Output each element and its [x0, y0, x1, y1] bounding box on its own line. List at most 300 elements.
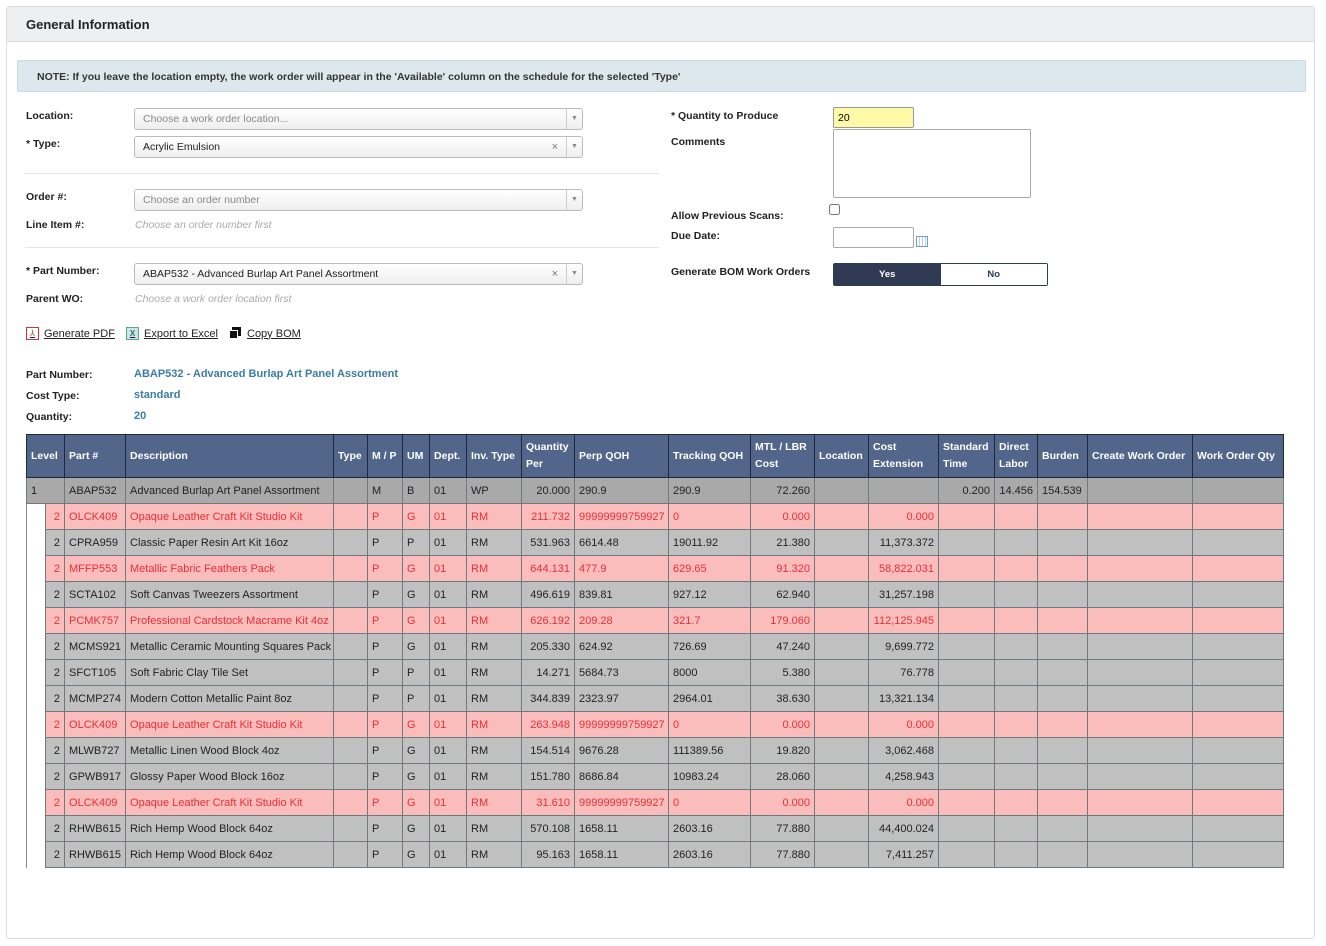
column-header-type: Type	[334, 435, 368, 478]
cell-um: G	[403, 738, 430, 764]
cell-mtl-lbr-cost: 77.880	[751, 816, 815, 842]
cell-mtl-lbr-cost: 38.630	[751, 686, 815, 712]
cell-mtl-lbr-cost: 72.260	[751, 478, 815, 504]
cell-dept: 01	[430, 790, 467, 816]
cell-description: Metallic Fabric Feathers Pack	[126, 556, 334, 582]
cell-mtl-lbr-cost: 62.940	[751, 582, 815, 608]
column-header-mtl-lbr-cost: MTL / LBR Cost	[751, 435, 815, 478]
cell-part: MLWB727	[65, 738, 126, 764]
cell-location	[815, 816, 869, 842]
level-indent	[27, 634, 46, 660]
cell-direct-labor	[995, 764, 1038, 790]
cell-direct-labor	[995, 660, 1038, 686]
cell-mp: P	[368, 790, 403, 816]
cell-cost-extension: 58,822.031	[869, 556, 939, 582]
cell-cost-extension: 7,411.257	[869, 842, 939, 868]
cell-inv-type: RM	[467, 556, 522, 582]
cell-perp-qoh: 290.9	[575, 478, 669, 504]
cell-work-order-qty	[1193, 634, 1284, 660]
cell-location	[815, 738, 869, 764]
cell-quantity-per: 344.839	[522, 686, 575, 712]
cell-create-work-order	[1088, 582, 1193, 608]
level-indent	[27, 790, 46, 816]
cell-tracking-qoh: 2603.16	[669, 816, 751, 842]
summary-quantity-value: 20	[134, 410, 147, 422]
column-header-work-order-qty: Work Order Qty	[1193, 435, 1284, 478]
cell-part: MCMS921	[65, 634, 126, 660]
cell-cost-extension: 11,373.372	[869, 530, 939, 556]
summary-part-value: ABAP532 - Advanced Burlap Art Panel Assortment	[134, 368, 399, 380]
cell-level: 2	[46, 738, 65, 764]
column-header-quantity-per: Quantity Per	[522, 435, 575, 478]
cell-standard-time	[939, 660, 995, 686]
cell-perp-qoh: 99999999759927	[575, 712, 669, 738]
part-number-label: * Part Number:	[26, 265, 100, 277]
cell-create-work-order	[1088, 738, 1193, 764]
cell-dept: 01	[430, 686, 467, 712]
cell-type	[334, 738, 368, 764]
cell-work-order-qty	[1193, 556, 1284, 582]
cell-mtl-lbr-cost: 28.060	[751, 764, 815, 790]
cell-tracking-qoh: 927.12	[669, 582, 751, 608]
column-header-burden: Burden	[1038, 435, 1088, 478]
cell-mp: P	[368, 608, 403, 634]
table-row	[27, 790, 1284, 816]
cell-perp-qoh: 8686.84	[575, 764, 669, 790]
cell-level: 2	[46, 608, 65, 634]
clear-icon[interactable]: ×	[551, 268, 558, 280]
cell-mp: M	[368, 478, 403, 504]
cell-mtl-lbr-cost: 77.880	[751, 842, 815, 868]
cell-description: Rich Hemp Wood Block 64oz	[126, 816, 334, 842]
cell-location	[815, 530, 869, 556]
cell-location	[815, 582, 869, 608]
cell-level: 2	[46, 712, 65, 738]
cell-perp-qoh: 9676.28	[575, 738, 669, 764]
bom-no-button[interactable]: No	[941, 264, 1048, 285]
cell-tracking-qoh: 629.65	[669, 556, 751, 582]
cell-inv-type: RM	[467, 686, 522, 712]
cell-quantity-per: 205.330	[522, 634, 575, 660]
cell-burden	[1038, 790, 1088, 816]
cell-um: G	[403, 582, 430, 608]
cell-level: 2	[46, 660, 65, 686]
cell-quantity-per: 496.619	[522, 582, 575, 608]
cell-burden: 154.539	[1038, 478, 1088, 504]
export-excel-label: Export to Excel	[144, 327, 218, 340]
cell-type	[334, 504, 368, 530]
cell-mp: P	[368, 686, 403, 712]
cell-direct-labor	[995, 686, 1038, 712]
chevron-down-icon: ▼	[566, 190, 582, 210]
cell-quantity-per: 151.780	[522, 764, 575, 790]
cell-perp-qoh: 624.92	[575, 634, 669, 660]
comments-textarea[interactable]	[833, 129, 1031, 198]
cell-part: SFCT105	[65, 660, 126, 686]
cell-standard-time	[939, 686, 995, 712]
table-row	[27, 660, 1284, 686]
cell-dept: 01	[430, 582, 467, 608]
cell-type	[334, 816, 368, 842]
cell-um: G	[403, 712, 430, 738]
cell-tracking-qoh: 321.7	[669, 608, 751, 634]
cell-perp-qoh: 5684.73	[575, 660, 669, 686]
pdf-icon: ⅄	[26, 327, 39, 340]
cell-work-order-qty	[1193, 660, 1284, 686]
cell-perp-qoh: 1658.11	[575, 842, 669, 868]
cell-level: 2	[46, 764, 65, 790]
cell-inv-type: RM	[467, 530, 522, 556]
location-placeholder: Choose a work order location...	[143, 113, 289, 125]
cell-work-order-qty	[1193, 738, 1284, 764]
cell-direct-labor	[995, 504, 1038, 530]
cell-inv-type: RM	[467, 738, 522, 764]
cell-cost-extension: 76.778	[869, 660, 939, 686]
part-number-select[interactable]	[134, 263, 583, 285]
cell-direct-labor	[995, 712, 1038, 738]
cell-quantity-per: 626.192	[522, 608, 575, 634]
cell-level: 2	[46, 504, 65, 530]
table-row	[27, 712, 1284, 738]
cell-create-work-order	[1088, 816, 1193, 842]
table-row	[27, 634, 1284, 660]
cell-description: Opaque Leather Craft Kit Studio Kit	[126, 504, 334, 530]
cell-cost-extension: 13,321.134	[869, 686, 939, 712]
cell-burden	[1038, 504, 1088, 530]
cell-standard-time	[939, 816, 995, 842]
cell-direct-labor	[995, 738, 1038, 764]
copy-icon	[229, 327, 242, 340]
cell-standard-time	[939, 634, 995, 660]
cell-mp: P	[368, 582, 403, 608]
cell-location	[815, 504, 869, 530]
cell-tracking-qoh: 10983.24	[669, 764, 751, 790]
cell-create-work-order	[1088, 504, 1193, 530]
cell-create-work-order	[1088, 842, 1193, 868]
order-label: Order #:	[26, 191, 67, 203]
line-item-label: Line Item #:	[26, 219, 85, 231]
cell-quantity-per: 154.514	[522, 738, 575, 764]
order-placeholder: Choose an order number	[143, 194, 260, 206]
cell-dept: 01	[430, 530, 467, 556]
cell-inv-type: RM	[467, 790, 522, 816]
calendar-icon[interactable]	[916, 236, 928, 247]
column-header-direct-labor: Direct Labor	[995, 435, 1038, 478]
column-header-location: Location	[815, 435, 869, 478]
cell-quantity-per: 95.163	[522, 842, 575, 868]
cell-quantity-per: 211.732	[522, 504, 575, 530]
cell-um: P	[403, 530, 430, 556]
cell-quantity-per: 644.131	[522, 556, 575, 582]
cell-um: P	[403, 686, 430, 712]
cell-mp: P	[368, 738, 403, 764]
cell-work-order-qty	[1193, 686, 1284, 712]
cell-burden	[1038, 660, 1088, 686]
cell-work-order-qty	[1193, 764, 1284, 790]
cell-create-work-order	[1088, 712, 1193, 738]
cell-quantity-per: 570.108	[522, 816, 575, 842]
cell-cost-extension: 9,699.772	[869, 634, 939, 660]
column-header-part: Part #	[65, 435, 126, 478]
cell-create-work-order	[1088, 660, 1193, 686]
cell-mp: P	[368, 530, 403, 556]
cell-standard-time	[939, 582, 995, 608]
cell-standard-time	[939, 556, 995, 582]
summary-cost-type-label: Cost Type:	[26, 390, 80, 402]
cell-mtl-lbr-cost: 179.060	[751, 608, 815, 634]
cell-mp: P	[368, 556, 403, 582]
table-row	[27, 582, 1284, 608]
cell-um: G	[403, 842, 430, 868]
export-excel-link[interactable]	[126, 327, 218, 340]
cell-mtl-lbr-cost: 5.380	[751, 660, 815, 686]
cell-perp-qoh: 839.81	[575, 582, 669, 608]
chevron-down-icon: ▼	[566, 264, 582, 284]
cell-part: OLCK409	[65, 790, 126, 816]
cell-type	[334, 712, 368, 738]
chevron-down-icon: ▼	[566, 137, 582, 157]
table-row	[27, 556, 1284, 582]
cell-um: G	[403, 634, 430, 660]
cell-quantity-per: 263.948	[522, 712, 575, 738]
level-indent	[27, 686, 46, 712]
summary-quantity-label: Quantity:	[26, 411, 73, 423]
clear-icon[interactable]: ×	[551, 141, 558, 153]
table-row	[27, 764, 1284, 790]
level-indent	[27, 504, 46, 530]
cell-type	[334, 556, 368, 582]
cell-direct-labor	[995, 582, 1038, 608]
cell-um: G	[403, 556, 430, 582]
due-date-input[interactable]	[833, 227, 914, 248]
cell-type	[334, 530, 368, 556]
cell-cost-extension: 0.000	[869, 790, 939, 816]
cell-inv-type: RM	[467, 842, 522, 868]
cell-dept: 01	[430, 764, 467, 790]
column-header-create-work-order: Create Work Order	[1088, 435, 1193, 478]
parent-wo-hint: Choose a work order location first	[135, 293, 292, 305]
column-header-perp-qoh: Perp QOH	[575, 435, 669, 478]
cell-cost-extension	[869, 478, 939, 504]
cell-burden	[1038, 530, 1088, 556]
cell-burden	[1038, 686, 1088, 712]
location-select[interactable]	[134, 108, 583, 130]
cell-cost-extension: 112,125.945	[869, 608, 939, 634]
cell-level: 2	[46, 556, 65, 582]
cell-tracking-qoh: 19011.92	[669, 530, 751, 556]
cell-inv-type: RM	[467, 582, 522, 608]
copy-bom-link[interactable]	[229, 327, 301, 340]
cell-tracking-qoh: 2603.16	[669, 842, 751, 868]
table-row	[27, 504, 1284, 530]
cell-inv-type: RM	[467, 504, 522, 530]
cell-direct-labor	[995, 790, 1038, 816]
cell-dept: 01	[430, 816, 467, 842]
cell-mtl-lbr-cost: 0.000	[751, 790, 815, 816]
part-number-value: ABAP532 - Advanced Burlap Art Panel Assortment	[143, 268, 379, 280]
cell-work-order-qty	[1193, 504, 1284, 530]
cell-tracking-qoh: 8000	[669, 660, 751, 686]
cell-type	[334, 478, 368, 504]
bom-yes-button[interactable]: Yes	[834, 264, 941, 285]
cell-quantity-per: 31.610	[522, 790, 575, 816]
cell-mtl-lbr-cost: 19.820	[751, 738, 815, 764]
cell-standard-time	[939, 608, 995, 634]
cell-dept: 01	[430, 660, 467, 686]
cell-create-work-order	[1088, 790, 1193, 816]
cell-mp: P	[368, 816, 403, 842]
cell-standard-time	[939, 504, 995, 530]
cell-part: PCMK757	[65, 608, 126, 634]
cell-create-work-order	[1088, 608, 1193, 634]
allow-scans-checkbox[interactable]	[829, 204, 840, 215]
cell-type	[334, 660, 368, 686]
cell-location	[815, 634, 869, 660]
cell-burden	[1038, 608, 1088, 634]
cell-mp: P	[368, 764, 403, 790]
cell-perp-qoh: 209.28	[575, 608, 669, 634]
summary-part-label: Part Number:	[26, 369, 93, 381]
cell-direct-labor	[995, 608, 1038, 634]
cell-direct-labor	[995, 556, 1038, 582]
table-row	[27, 608, 1284, 634]
cell-location	[815, 842, 869, 868]
level-indent	[27, 764, 46, 790]
cell-mtl-lbr-cost: 0.000	[751, 504, 815, 530]
cell-burden	[1038, 634, 1088, 660]
divider	[25, 247, 659, 248]
cell-level: 2	[46, 530, 65, 556]
cell-perp-qoh: 2323.97	[575, 686, 669, 712]
cell-type	[334, 842, 368, 868]
cell-perp-qoh: 477.9	[575, 556, 669, 582]
cell-direct-labor	[995, 634, 1038, 660]
cell-tracking-qoh: 0	[669, 504, 751, 530]
cell-work-order-qty	[1193, 582, 1284, 608]
quantity-label: * Quantity to Produce	[671, 110, 779, 122]
cell-inv-type: RM	[467, 712, 522, 738]
generate-bom-toggle	[833, 263, 1048, 286]
cell-direct-labor	[995, 842, 1038, 868]
cell-um: G	[403, 816, 430, 842]
cell-um: G	[403, 608, 430, 634]
cell-part: ABAP532	[65, 478, 126, 504]
cell-tracking-qoh: 0	[669, 790, 751, 816]
cell-tracking-qoh: 111389.56	[669, 738, 751, 764]
cell-inv-type: RM	[467, 608, 522, 634]
cell-inv-type: RM	[467, 634, 522, 660]
cell-standard-time: 0.200	[939, 478, 995, 504]
level-indent	[27, 530, 46, 556]
column-header-inv-type: Inv. Type	[467, 435, 522, 478]
cell-location	[815, 712, 869, 738]
cell-mp: P	[368, 712, 403, 738]
order-select[interactable]	[134, 189, 583, 211]
quantity-input[interactable]	[833, 107, 914, 128]
cell-tracking-qoh: 726.69	[669, 634, 751, 660]
cell-mtl-lbr-cost: 47.240	[751, 634, 815, 660]
type-select[interactable]	[134, 136, 583, 158]
cell-tracking-qoh: 2964.01	[669, 686, 751, 712]
cell-part: OLCK409	[65, 504, 126, 530]
panel-title: General Information	[7, 7, 1314, 42]
cell-burden	[1038, 556, 1088, 582]
table-header-row	[27, 435, 1284, 478]
cell-level: 2	[46, 842, 65, 868]
cell-type	[334, 790, 368, 816]
allow-scans-label: Allow Previous Scans:	[671, 210, 784, 222]
cell-create-work-order	[1088, 556, 1193, 582]
cell-part: CPRA959	[65, 530, 126, 556]
cell-description: Professional Cardstock Macrame Kit 4oz	[126, 608, 334, 634]
cell-perp-qoh: 1658.11	[575, 816, 669, 842]
type-value: Acrylic Emulsion	[143, 141, 221, 153]
cell-description: Modern Cotton Metallic Paint 8oz	[126, 686, 334, 712]
column-header-dept: Dept.	[430, 435, 467, 478]
type-label: * Type:	[26, 138, 61, 150]
cell-quantity-per: 14.271	[522, 660, 575, 686]
cell-work-order-qty	[1193, 478, 1284, 504]
cell-mp: P	[368, 842, 403, 868]
cell-dept: 01	[430, 608, 467, 634]
cell-part: RHWB615	[65, 816, 126, 842]
cell-dept: 01	[430, 842, 467, 868]
cell-dept: 01	[430, 504, 467, 530]
column-header-tracking-qoh: Tracking QOH	[669, 435, 751, 478]
cell-create-work-order	[1088, 764, 1193, 790]
location-label: Location:	[26, 110, 74, 122]
table-row	[27, 478, 1284, 504]
cell-um: P	[403, 660, 430, 686]
cell-part: OLCK409	[65, 712, 126, 738]
cell-perp-qoh: 99999999759927	[575, 504, 669, 530]
table-row	[27, 530, 1284, 556]
cell-dept: 01	[430, 478, 467, 504]
cell-perp-qoh: 6614.48	[575, 530, 669, 556]
cell-location	[815, 764, 869, 790]
table-row	[27, 842, 1284, 868]
cell-work-order-qty	[1193, 816, 1284, 842]
cell-mp: P	[368, 634, 403, 660]
table-row	[27, 816, 1284, 842]
cell-cost-extension: 3,062.468	[869, 738, 939, 764]
cell-standard-time	[939, 738, 995, 764]
cell-description: Opaque Leather Craft Kit Studio Kit	[126, 712, 334, 738]
generate-pdf-label: Generate PDF	[44, 327, 115, 340]
parent-wo-label: Parent WO:	[26, 293, 84, 305]
cell-level: 1	[27, 478, 65, 504]
cell-type	[334, 686, 368, 712]
generate-pdf-link[interactable]	[26, 327, 115, 340]
cell-description: Glossy Paper Wood Block 16oz	[126, 764, 334, 790]
cell-description: Classic Paper Resin Art Kit 16oz	[126, 530, 334, 556]
cell-standard-time	[939, 712, 995, 738]
cell-inv-type: RM	[467, 816, 522, 842]
cell-work-order-qty	[1193, 790, 1284, 816]
cell-mp: P	[368, 504, 403, 530]
cell-create-work-order	[1088, 634, 1193, 660]
summary-cost-type-value: standard	[134, 389, 181, 401]
cell-um: B	[403, 478, 430, 504]
cell-cost-extension: 31,257.198	[869, 582, 939, 608]
cell-description: Soft Fabric Clay Tile Set	[126, 660, 334, 686]
comments-label: Comments	[671, 136, 726, 148]
cell-burden	[1038, 842, 1088, 868]
cell-inv-type: RM	[467, 660, 522, 686]
level-indent	[27, 712, 46, 738]
excel-icon: X	[126, 327, 139, 340]
cell-mtl-lbr-cost: 0.000	[751, 712, 815, 738]
